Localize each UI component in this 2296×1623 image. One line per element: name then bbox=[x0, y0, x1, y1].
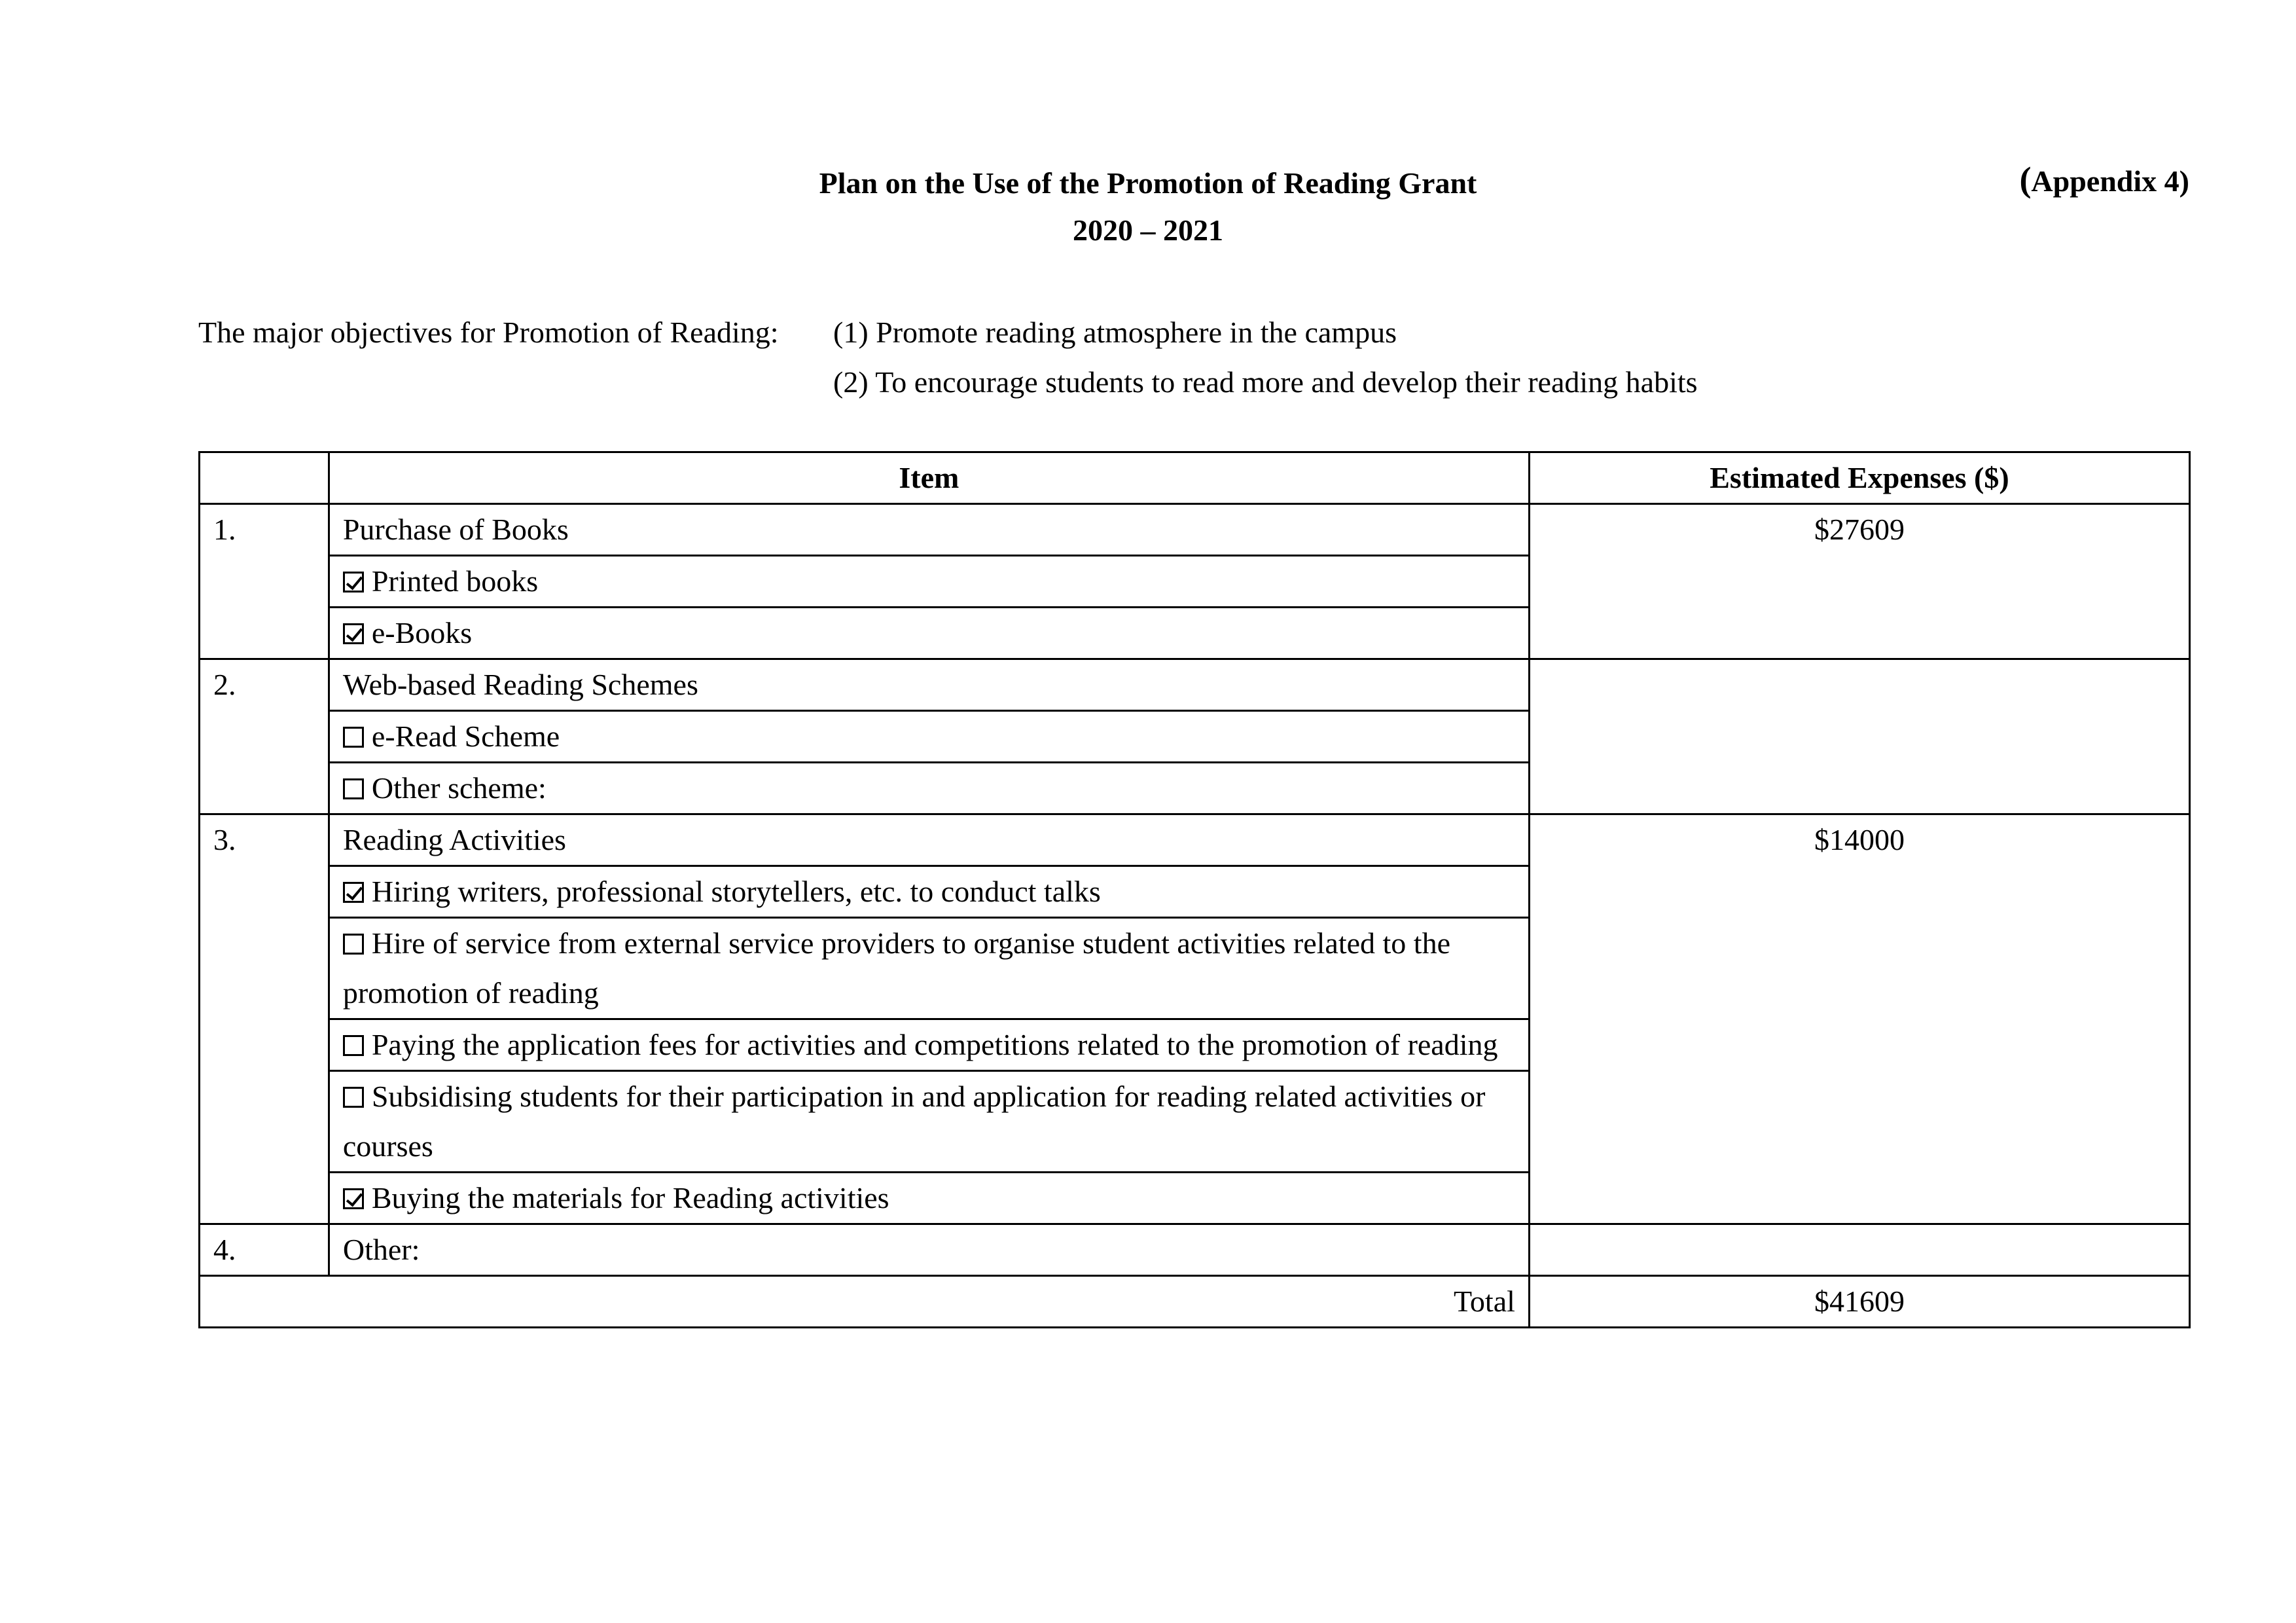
option-cell bbox=[329, 556, 1529, 608]
objectives-list bbox=[833, 308, 1698, 407]
header-expenses: Estimated Expenses ($) bbox=[1529, 452, 2189, 504]
document-title bbox=[0, 162, 2296, 251]
option-text: e-Read Scheme bbox=[371, 720, 560, 753]
header-item: Item bbox=[329, 452, 1529, 504]
grant-plan-table bbox=[198, 451, 2191, 1328]
row-number: 3. bbox=[200, 814, 329, 1224]
option-text: Paying the application fees for activities and competitions related to the promotion of reading bbox=[371, 1028, 1498, 1061]
option-text: Hire of service from external service providers to organise student activities related to the promotion of reading bbox=[342, 926, 1451, 1010]
checked-box-icon[interactable] bbox=[343, 623, 364, 644]
appendix-text: Appendix 4) bbox=[2031, 164, 2189, 198]
option-cell bbox=[329, 711, 1529, 763]
objectives-label: The major objectives for Promotion of Reading: bbox=[198, 316, 779, 349]
option-cell bbox=[329, 918, 1529, 1019]
checked-box-icon[interactable] bbox=[343, 572, 364, 593]
option-text: Printed books bbox=[371, 564, 539, 598]
appendix-paren: ( bbox=[2019, 160, 2032, 199]
table-header-row bbox=[200, 452, 2190, 504]
option-cell bbox=[329, 763, 1529, 814]
option-text: Hiring writers, professional storytellers, etc. to conduct talks bbox=[371, 875, 1101, 908]
estimated-expense bbox=[1529, 1224, 2189, 1276]
option-cell bbox=[329, 1019, 1529, 1071]
title-text: Plan on the Use of the Promotion of Reading Grant bbox=[819, 166, 1477, 200]
checked-box-icon[interactable] bbox=[343, 1188, 364, 1209]
estimated-expense: $14000 bbox=[1529, 814, 2189, 1224]
row-number: 2. bbox=[200, 659, 329, 814]
option-text: e-Books bbox=[371, 616, 473, 649]
option-cell bbox=[329, 1071, 1529, 1173]
row-number: 1. bbox=[200, 504, 329, 659]
option-cell bbox=[329, 866, 1529, 918]
table-row bbox=[200, 814, 2190, 866]
objectives-block bbox=[198, 308, 1698, 407]
table-row bbox=[200, 1224, 2190, 1276]
year-text: 2020 – 2021 bbox=[1073, 213, 1223, 247]
objective-item: (2) To encourage students to read more and develop their reading habits bbox=[833, 365, 1698, 399]
unchecked-box-icon[interactable] bbox=[343, 778, 364, 799]
group-heading: Other: bbox=[329, 1224, 1529, 1276]
objective-item: (1) Promote reading atmosphere in the campus bbox=[833, 316, 1397, 349]
group-heading: Purchase of Books bbox=[329, 504, 1529, 556]
estimated-expense bbox=[1529, 659, 2189, 814]
group-heading: Web-based Reading Schemes bbox=[329, 659, 1529, 711]
option-cell bbox=[329, 1173, 1529, 1224]
unchecked-box-icon[interactable] bbox=[343, 1035, 364, 1056]
estimated-expense: $27609 bbox=[1529, 504, 2189, 659]
total-label: Total bbox=[200, 1276, 1530, 1328]
option-text: Subsidising students for their participation in and application for reading related activities or courses bbox=[342, 1080, 1486, 1163]
total-value: $41609 bbox=[1529, 1276, 2189, 1328]
appendix-label bbox=[2019, 158, 2189, 202]
total-row bbox=[200, 1276, 2190, 1328]
table-row bbox=[200, 504, 2190, 556]
option-cell bbox=[329, 608, 1529, 659]
unchecked-box-icon[interactable] bbox=[343, 934, 364, 955]
unchecked-box-icon[interactable] bbox=[343, 727, 364, 748]
group-heading: Reading Activities bbox=[329, 814, 1529, 866]
option-text: Other scheme: bbox=[371, 771, 547, 805]
checked-box-icon[interactable] bbox=[343, 882, 364, 903]
option-text: Buying the materials for Reading activities bbox=[371, 1181, 889, 1214]
unchecked-box-icon[interactable] bbox=[343, 1087, 364, 1108]
table-row bbox=[200, 659, 2190, 711]
header-num bbox=[200, 452, 329, 504]
row-number: 4. bbox=[200, 1224, 329, 1276]
